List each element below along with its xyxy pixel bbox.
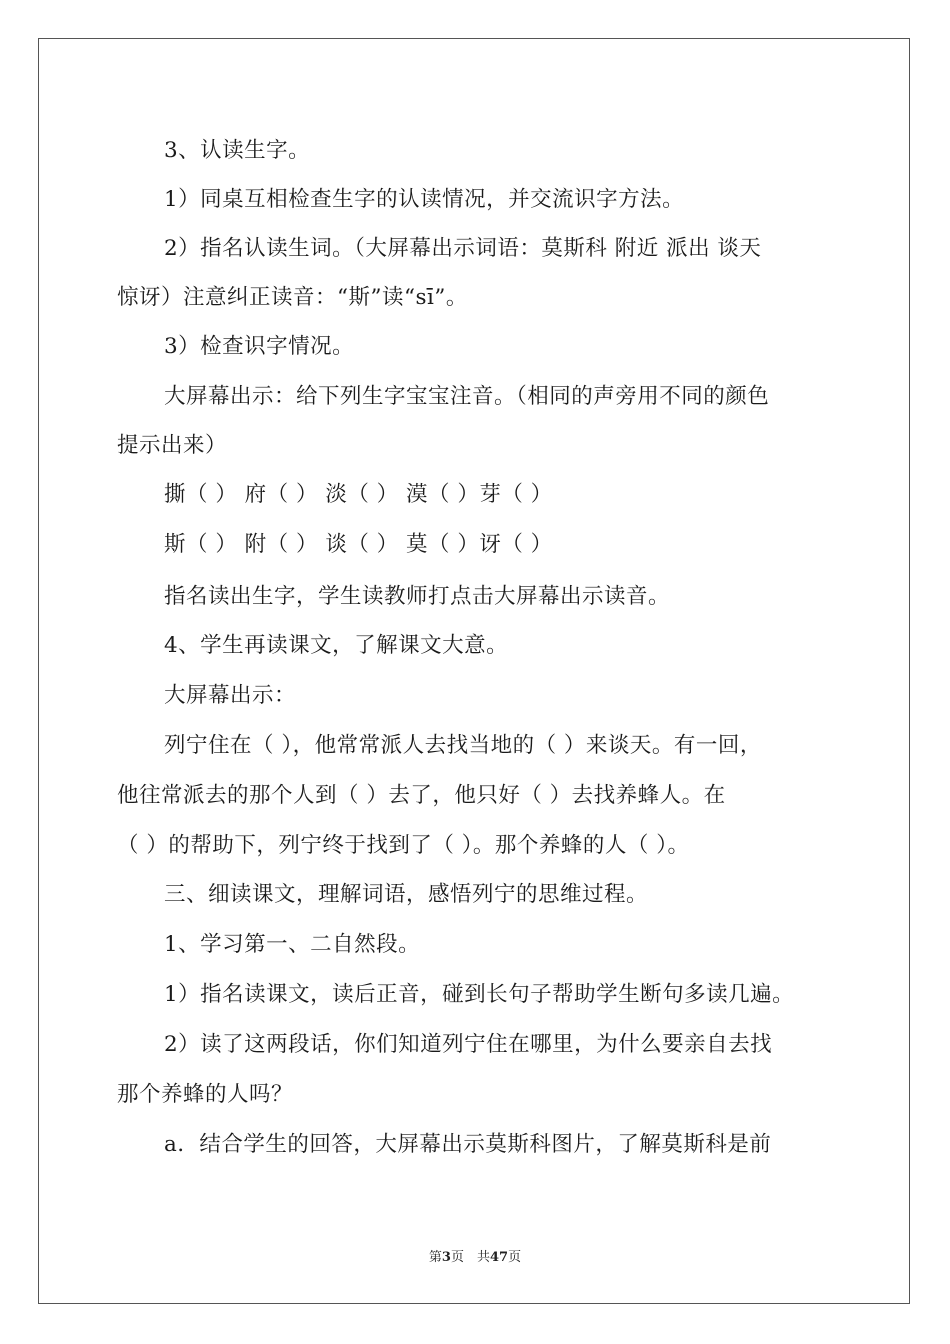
text-line: 大屏幕出示： (164, 683, 297, 708)
text-line: （ ）的帮助下，列宁终于找到了（ ）。那个养蜂的人（ ）。 (117, 833, 690, 858)
text-line: 提示出来） (117, 433, 228, 458)
text-line: 撕（ ） 府（ ） 淡（ ） 漠（ ）芽（ ） (164, 482, 553, 507)
text-line: 指名读出生字，学生读教师打点击大屏幕出示读音。 (164, 584, 671, 609)
text-line: 那个养蜂的人吗？ (117, 1082, 294, 1107)
text-line: a．结合学生的回答，大屏幕出示莫斯科图片，了解莫斯科是前 (164, 1132, 772, 1157)
page-prefix: 第 (428, 1250, 442, 1265)
text-line: 列宁住在（ ），他常常派人去找当地的（ ）来谈天。有一回， (164, 733, 762, 758)
text-line: 2）读了这两段话，你们知道列宁住在哪里，为什么要亲自去找 (164, 1032, 773, 1057)
text-line: 三、细读课文，理解词语，感悟列宁的思维过程。 (164, 882, 649, 907)
total-page-count: 47 (489, 1250, 509, 1265)
text-line: 1、学习第一、二自然段。 (164, 932, 421, 957)
current-page-number: 3 (441, 1250, 451, 1265)
text-line: 1）同桌互相检查生字的认读情况，并交流识字方法。 (164, 187, 685, 212)
text-line: 斯（ ） 附（ ） 谈（ ） 莫（ ）讶（ ） (164, 532, 553, 557)
page-suffix: 页 (508, 1250, 522, 1265)
text-line: 4、学生再读课文，了解课文大意。 (164, 633, 509, 658)
text-line: 1）指名读课文，读后正音，碰到长句子帮助学生断句多读几遍。 (164, 982, 795, 1007)
text-line: 3、认读生字。 (164, 138, 311, 163)
text-line: 他往常派去的那个人到（ ）去了，他只好（ ）去找养蜂人。在 (117, 783, 726, 808)
text-line: 大屏幕出示：给下列生字宝宝注音。（相同的声旁用不同的颜色 (164, 384, 770, 409)
text-line: 惊讶）注意纠正读音：“斯”读“sī”。 (117, 285, 468, 310)
text-line: 2）指名认读生词。（大屏幕出示词语：莫斯科 附近 派出 谈天 (164, 236, 762, 261)
page-border (38, 38, 910, 1304)
page-mid: 页 共 (450, 1250, 490, 1265)
text-line: 3）检查识字情况。 (164, 334, 355, 359)
page-footer (0, 1246, 950, 1265)
